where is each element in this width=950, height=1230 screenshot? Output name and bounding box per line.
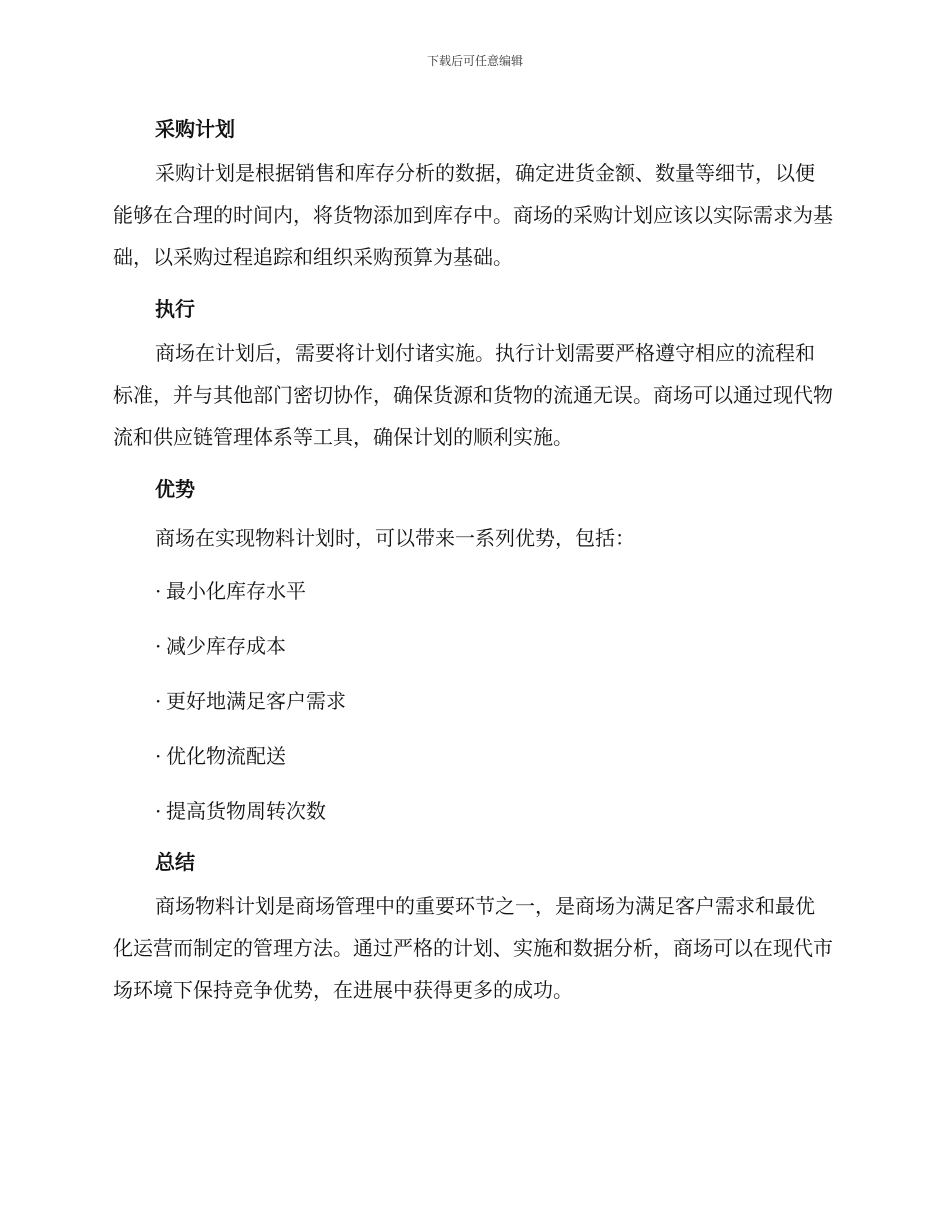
page-header: 下载后可任意编辑 xyxy=(426,54,523,68)
list-item xyxy=(113,784,833,839)
list-item xyxy=(113,564,833,619)
heading-advantages: 优势 xyxy=(155,477,195,501)
list-item-label: 提高货物周转次数 xyxy=(166,799,326,823)
bullet-icon: · xyxy=(155,799,162,823)
list-item xyxy=(113,729,833,784)
list-item-label: 优化物流配送 xyxy=(166,744,286,768)
heading-execution: 执行 xyxy=(155,297,195,321)
list-item xyxy=(113,674,833,729)
paragraph-procurement: 采购计划是根据销售和库存分析的数据，确定进货金额、数量等细节，以便能够在合理的时间内，将货物添加到库存中。商场的采购计划应该以实际需求为基础，以采购过程追踪和组织采购预算为基础。 xyxy=(113,161,833,269)
document-body xyxy=(113,106,833,1019)
list-item-label: 最小化库存水平 xyxy=(166,579,306,603)
list-item-label: 更好地满足客户需求 xyxy=(166,689,346,713)
bullet-icon: · xyxy=(155,634,162,658)
paragraph-execution: 商场在计划后，需要将计划付诸实施。执行计划需要严格遵守相应的流程和标准，并与其他部门密切协作，确保货源和货物的流通无误。商场可以通过现代物流和供应链管理体系等工具，确保计划的顺利实施。 xyxy=(113,341,833,449)
bullet-icon: · xyxy=(155,689,162,713)
heading-summary: 总结 xyxy=(155,850,195,874)
list-item-label: 减少库存成本 xyxy=(166,634,286,658)
bullet-icon: · xyxy=(155,744,162,768)
list-item xyxy=(113,619,833,674)
paragraph-summary: 商场物料计划是商场管理中的重要环节之一，是商场为满足客户需求和最优化运营而制定的管理方法。通过严格的计划、实施和数据分析，商场可以在现代市场环境下保持竞争优势，在进展中获得更多的成功。 xyxy=(113,894,833,1002)
heading-procurement: 采购计划 xyxy=(155,117,235,141)
advantages-intro: 商场在实现物料计划时，可以带来一系列优势，包括： xyxy=(155,526,635,550)
bullet-icon: · xyxy=(155,579,162,603)
